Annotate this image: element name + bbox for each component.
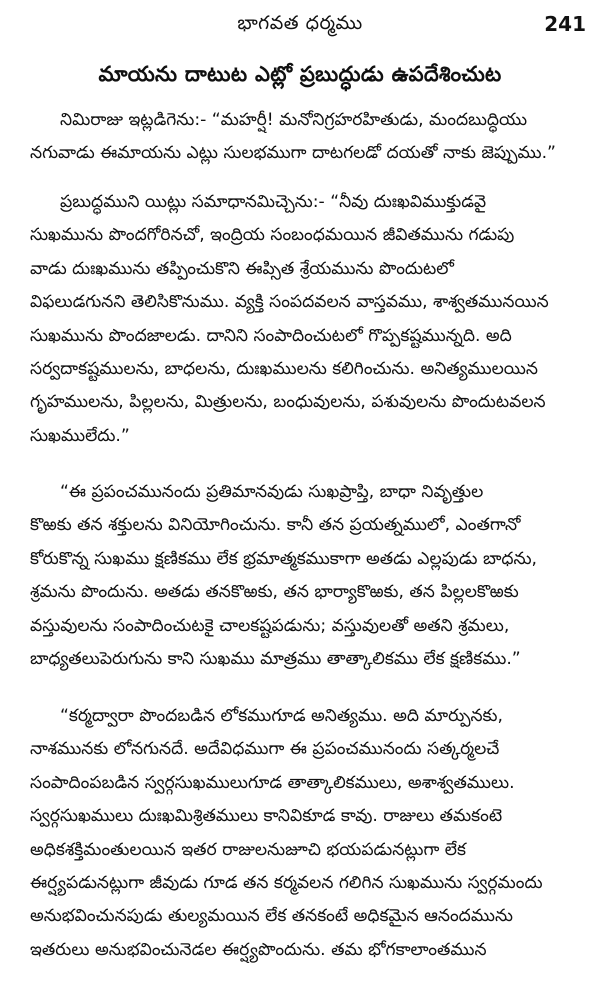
text-line: సర్వదాకష్టములను, బాధలను, దుఃఖములను కలిగించును. అనిత్యములయిన <box>30 358 538 379</box>
text-line: “ఈ ప్రపంచమునందు ప్రతిమానవుడు సుఖప్రాప్తి, బాధా నివృత్తుల <box>60 482 484 502</box>
text-line: శ్రమను పొందును. అతడు తనకొఱకు, తన భార్యాకొఱకు, తన పిల్లలకొఱకు <box>30 582 519 603</box>
text-line: కొఱకు తన శక్తులను వినియోగించును. కానీ తన ప్రయత్నములో, ఎంతగానో <box>30 515 521 536</box>
chapter-title: మాయను దాటుట ఎట్లో ప్రబుద్ధుడు ఉపదేశించుట <box>98 62 502 86</box>
text-line: సుఖములేదు.” <box>30 425 130 446</box>
text-line: విఫలుడగునని తెలిసికొనుము. వ్యక్తి సంపదవలన వాస్తవము, శాశ్వతమునయిన <box>30 292 549 313</box>
text-line: “కర్మద్వారా పొందబడిన లోకముగూడ అనిత్యము. అది మార్పునకు, <box>60 706 503 726</box>
text-line: ఈర్ష్యపడునట్లుగా జీవుడు గూడ తన కర్మవలన గలిగిన సుఖమును స్వర్గమందు <box>30 872 543 893</box>
paragraph-2 <box>30 186 586 453</box>
paragraph-4 <box>30 700 586 967</box>
text-line: ప్రబుద్ధముని యిట్లు సమాధానమిచ్చెను:- “నీవు దుఃఖవిముక్తుడవై <box>60 192 487 212</box>
page-header <box>0 6 600 40</box>
text-line: కోరుకొన్న సుఖము క్షణికము లేక భ్రమాత్మకముకాగా అతడు ఎల్లపుడు బాధను, <box>30 548 537 569</box>
text-line: అధికశక్తిమంతులయిన ఇతర రాజులనుజూచి భయపడునట్లుగా లేక <box>30 839 466 860</box>
page-number: 241 <box>544 12 586 36</box>
text-line: బాధ్యతలుపెరుగును కాని సుఖము మాత్రము తాత్కాలికము లేక క్షణికము.” <box>30 648 521 669</box>
text-line: గృహములను, పిల్లలను, మిత్రులను, బంధువులను, పశువులను పొందుటవలన <box>30 392 546 413</box>
running-title: భాగవత ధర్మము <box>237 12 363 34</box>
text-line: సంపాదింపబడిన స్వర్గసుఖములుగూడ తాత్కాలికములు, అశాశ్వతములు. <box>30 772 515 793</box>
paragraph-1 <box>30 104 586 171</box>
text-line: వాడు దుఃఖమును తప్పించుకొని ఈప్సిత శ్రేయమును పొందుటలో <box>30 258 454 279</box>
text-line: స్వర్గసుఖములు దుఃఖమిశ్రితములు కానివికూడ కావు. రాజులు తమకంటె <box>30 806 503 827</box>
paragraph-3 <box>30 476 586 676</box>
text-line: నిమిరాజు ఇట్లడిగెను:- “మహర్షీ! మనోనిగ్రహరహితుడు, మందబుద్ధియు <box>60 110 528 130</box>
text-line: సుఖమును పొందగోరినచో, ఇంద్రియ సంబంధమయిన జీవితమును గడుపు <box>30 225 515 246</box>
text-line: సుఖమును పొందజాలడు. దానిని సంపాదించుటలో గొప్పకష్టమున్నది. అది <box>30 325 512 346</box>
text-line: నగువాడు ఈమాయను ఎట్లు సులభముగా దాటగలడో దయతో నాకు జెప్పుము.” <box>30 143 556 164</box>
text-line: అనుభవించునపుడు తుల్యమయిన లేక తనకంటే అధికమైన ఆనందమును <box>30 906 513 927</box>
text-line: ఇతరులు అనుభవించునెడల ఈర్ష్యపొందును. తమ భోగకాలాంతమున <box>30 939 487 960</box>
text-line: వస్తువులను సంపాదించుటకై చాలకష్టపడును; వస్తువులతో అతని శ్రమలు, <box>30 615 510 636</box>
text-line: నాశమునకు లోనగునదే. అదేవిధముగా ఈ ప్రపంచమునందు సత్కర్మలచే <box>30 739 500 760</box>
